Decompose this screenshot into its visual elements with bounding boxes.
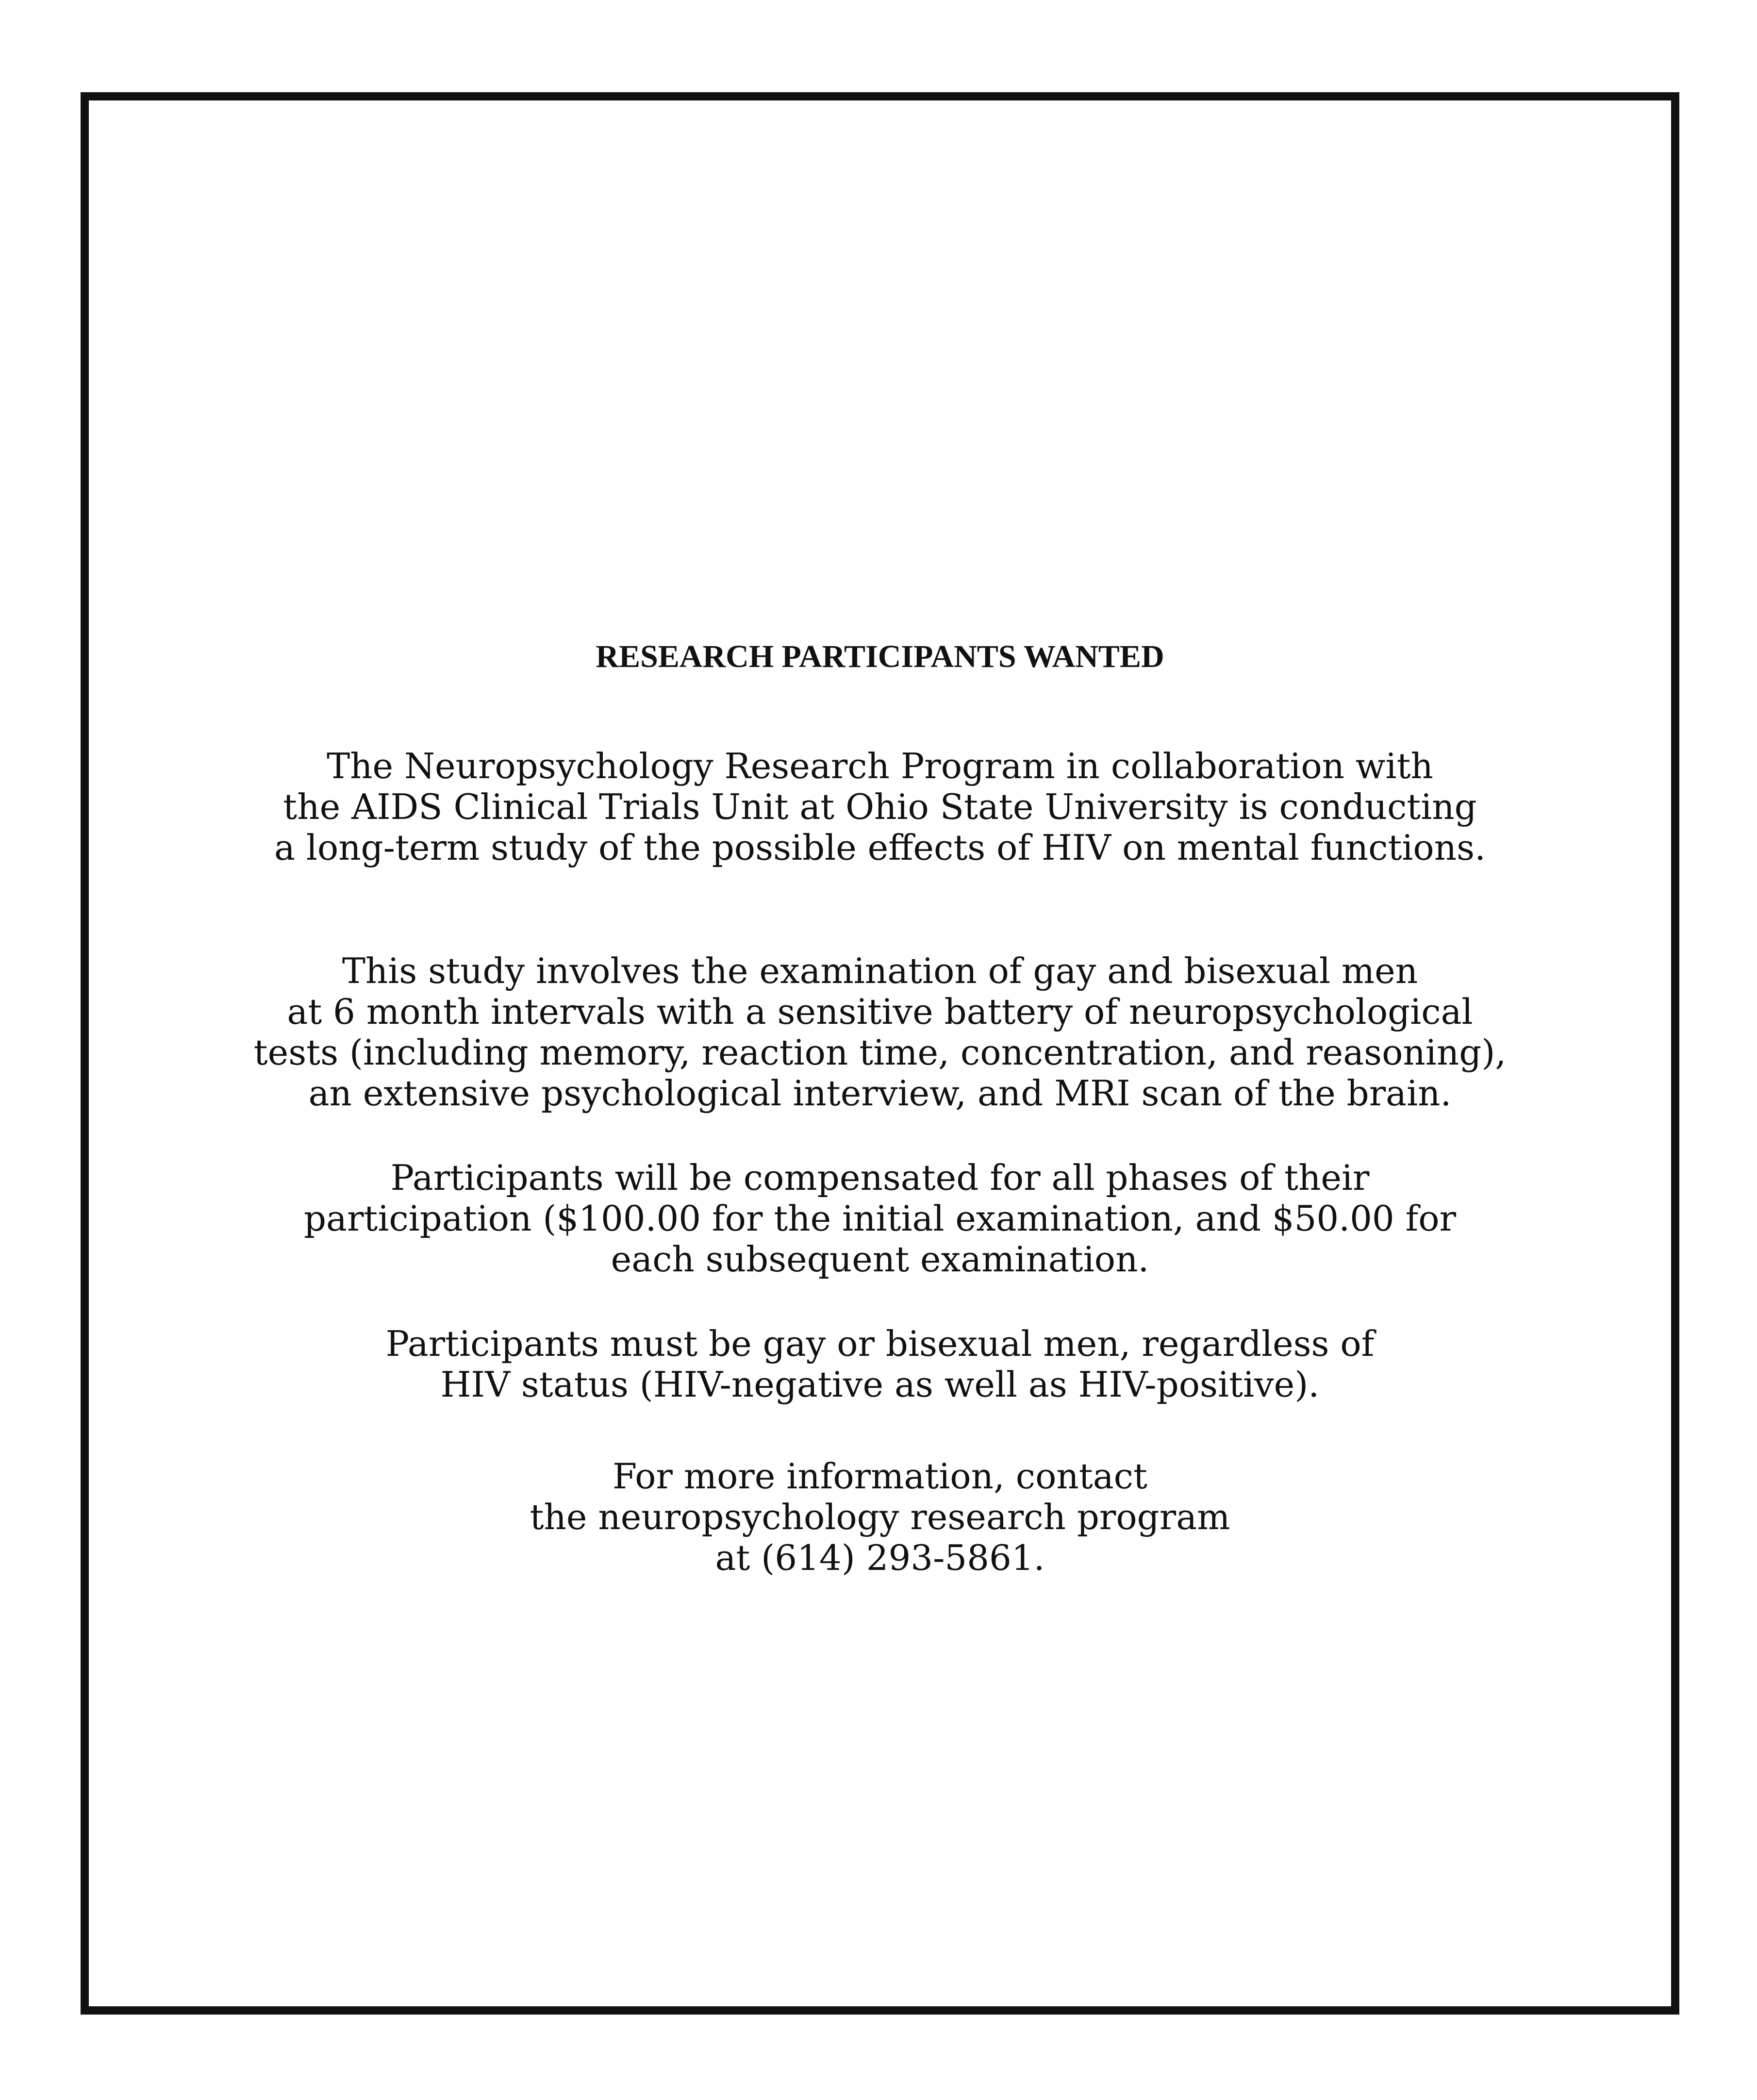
text-line: Participants will be compensated for all phases of their [390, 1157, 1370, 1198]
study-description-paragraph [81, 746, 1679, 868]
text-line: participation ($100.00 for the initial examination, and $50.00 for [303, 1198, 1457, 1239]
text-line: a long-term study of the possible effects of HIV on mental functions. [274, 827, 1486, 868]
text-line: the neuropsychology research program [530, 1497, 1230, 1537]
study-procedures-paragraph [81, 950, 1679, 1114]
text-line: HIV status (HIV-negative as well as HIV-positive). [440, 1364, 1320, 1405]
contact-paragraph [81, 1456, 1679, 1578]
text-line: The Neuropsychology Research Program in collaboration with [327, 746, 1433, 786]
text-line: tests (including memory, reaction time, concentration, and reasoning), [253, 1032, 1507, 1073]
flyer-title: RESEARCH PARTICIPANTS WANTED [596, 639, 1164, 674]
text-line: an extensive psychological interview, and MRI scan of the brain. [308, 1073, 1452, 1114]
compensation-paragraph [81, 1157, 1679, 1280]
text-line: This study involves the examination of gay and bisexual men [342, 950, 1418, 991]
text-line: For more information, contact [613, 1456, 1147, 1497]
phone-number: at (614) 293-5861. [715, 1537, 1045, 1578]
text-line: the AIDS Clinical Trials Unit at Ohio State University is conducting [283, 786, 1477, 827]
text-line: at 6 month intervals with a sensitive battery of neuropsychological [287, 991, 1473, 1032]
text-line: each subsequent examination. [611, 1239, 1149, 1280]
text-line: Participants must be gay or bisexual men, regardless of [385, 1323, 1375, 1364]
eligibility-paragraph [81, 1323, 1679, 1405]
flyer-content [81, 641, 1679, 1578]
